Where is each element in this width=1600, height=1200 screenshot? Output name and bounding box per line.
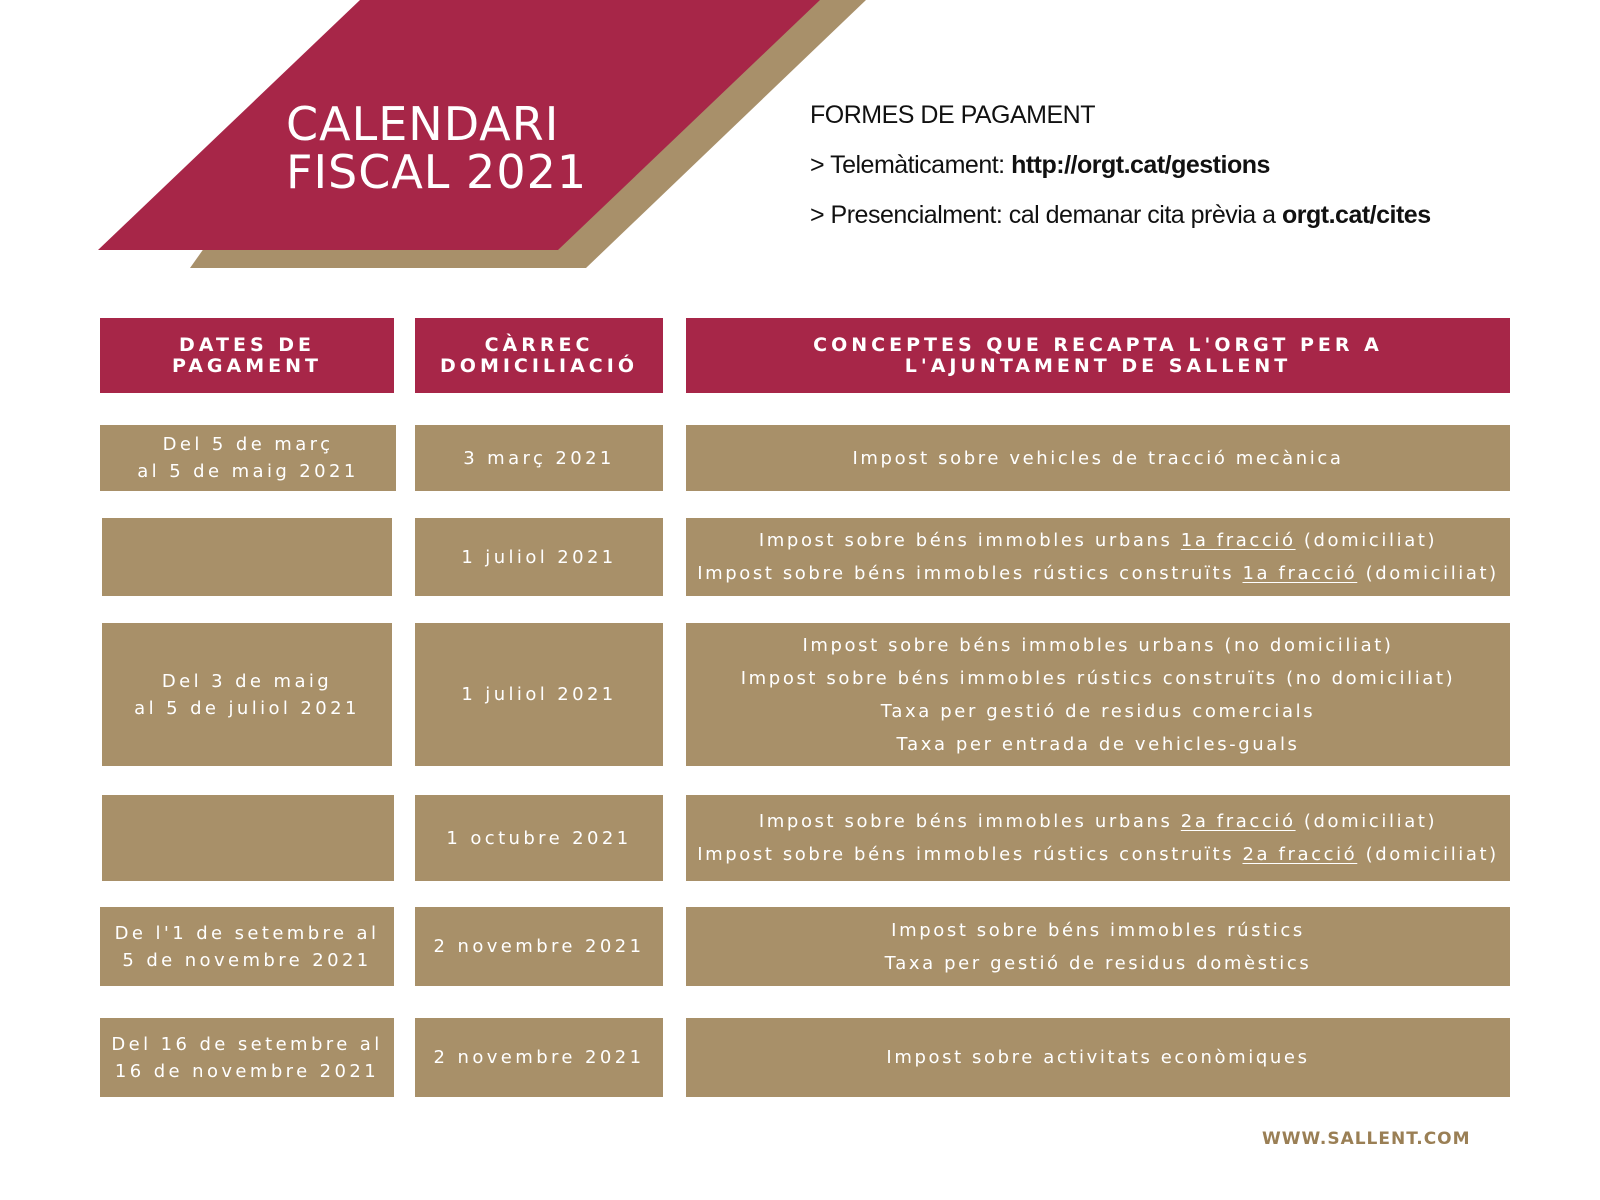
charge-cell xyxy=(415,795,663,881)
dates-line: Del 5 de març xyxy=(162,434,334,455)
dates-line: al 5 de juliol 2021 xyxy=(134,697,360,719)
concept-text: Impost sobre béns immobles urbans xyxy=(758,811,1181,832)
concepts-cell xyxy=(686,623,1510,766)
concept-line: Impost sobre béns immobles rústics xyxy=(891,919,1305,941)
concepts-cell xyxy=(686,795,1510,881)
dates-cell xyxy=(102,518,392,596)
dates-cell xyxy=(102,795,394,881)
dates-line: al 5 de maig 2021 xyxy=(137,461,359,482)
concept-fraction: 1a fracció xyxy=(1242,563,1358,584)
dates-line: De l'1 de setembre al xyxy=(114,922,380,944)
concept-text: Impost sobre béns immobles rústics construïts xyxy=(697,563,1243,584)
charge-date: 3 març 2021 xyxy=(463,447,615,469)
charge-date: 1 juliol 2021 xyxy=(461,546,617,568)
charge-cell xyxy=(415,907,663,986)
concept-line: Impost sobre activitats econòmiques xyxy=(886,1047,1310,1068)
payment-heading: FORMES DE PAGAMENT xyxy=(810,101,1096,129)
column-header-concepts xyxy=(686,318,1510,393)
title-line-2: FISCAL 2021 xyxy=(286,145,588,199)
concepts-cell xyxy=(686,907,1510,986)
concepts-cell xyxy=(686,425,1510,491)
charge-cell xyxy=(415,623,663,766)
charge-date: 1 octubre 2021 xyxy=(446,827,632,849)
payment-inperson-prefix: > Presencialment: cal demanar cita prèvia a xyxy=(810,201,1282,229)
dates-cell xyxy=(100,907,394,986)
concept-text: Impost sobre béns immobles rústics construïts xyxy=(697,844,1243,865)
title-line-1: CALENDARI xyxy=(286,97,560,151)
concept-line xyxy=(759,524,1437,557)
concept-line: Taxa per gestió de residus comercials xyxy=(880,700,1316,722)
dates-line: Del 16 de setembre al xyxy=(111,1033,383,1055)
concept-line xyxy=(697,557,1499,590)
dates-cell xyxy=(102,623,392,766)
concept-line: Impost sobre béns immobles urbans (no domiciliat) xyxy=(802,634,1394,656)
charge-date: 1 juliol 2021 xyxy=(461,684,617,705)
charge-date: 2 novembre 2021 xyxy=(433,1047,645,1068)
payment-online xyxy=(810,150,1570,180)
column-header-charge-label: CÀRREC DOMICILIACIÓ xyxy=(440,333,638,377)
dates-line: 5 de novembre 2021 xyxy=(122,949,372,971)
dates-cell xyxy=(100,1018,394,1097)
column-header-dates-label: DATES DE PAGAMENT xyxy=(172,333,322,377)
payment-inperson-link[interactable]: orgt.cat/cites xyxy=(1282,201,1431,229)
page-title xyxy=(286,97,606,199)
column-header-concepts-line-2: L'AJUNTAMENT DE SALLENT xyxy=(904,354,1292,377)
dates-cell xyxy=(100,425,396,491)
concept-line xyxy=(697,838,1499,871)
charge-date: 2 novembre 2021 xyxy=(433,936,645,957)
charge-cell xyxy=(415,1018,663,1097)
charge-cell xyxy=(415,425,663,491)
dates-line: Del 3 de maig xyxy=(161,670,333,692)
concept-fraction: 2a fracció xyxy=(1180,811,1296,832)
concept-line: Impost sobre vehicles de tracció mecànica xyxy=(852,447,1344,469)
footer-website[interactable]: WWW.SALLENT.COM xyxy=(1262,1129,1471,1149)
concept-status: (domiciliat) xyxy=(1295,530,1438,551)
concept-line xyxy=(759,805,1437,838)
concept-fraction: 1a fracció xyxy=(1180,530,1296,551)
column-header-charge xyxy=(415,318,663,393)
concept-status: (domiciliat) xyxy=(1295,811,1438,832)
concept-fraction: 2a fracció xyxy=(1242,844,1358,865)
payment-methods xyxy=(810,100,1570,250)
concept-text: Impost sobre béns immobles urbans xyxy=(758,530,1181,551)
concept-line: Impost sobre béns immobles rústics construïts (no domiciliat) xyxy=(740,667,1456,689)
concept-line: Taxa per entrada de vehicles-guals xyxy=(896,733,1300,755)
concepts-cell xyxy=(686,1018,1510,1097)
payment-online-prefix: > Telemàticament: xyxy=(810,151,1012,179)
dates-line: 16 de novembre 2021 xyxy=(114,1060,380,1082)
concept-line: Taxa per gestió de residus domèstics xyxy=(884,952,1312,974)
payment-inperson xyxy=(810,200,1570,230)
concept-status: (domiciliat) xyxy=(1357,844,1499,865)
payment-online-link[interactable]: http://orgt.cat/gestions xyxy=(1011,151,1270,179)
column-header-dates xyxy=(100,318,394,393)
concepts-cell xyxy=(686,518,1510,596)
column-header-concepts-line-1: CONCEPTES QUE RECAPTA L'ORGT PER A xyxy=(813,333,1383,356)
concept-status: (domiciliat) xyxy=(1357,563,1499,584)
charge-cell xyxy=(415,518,663,596)
